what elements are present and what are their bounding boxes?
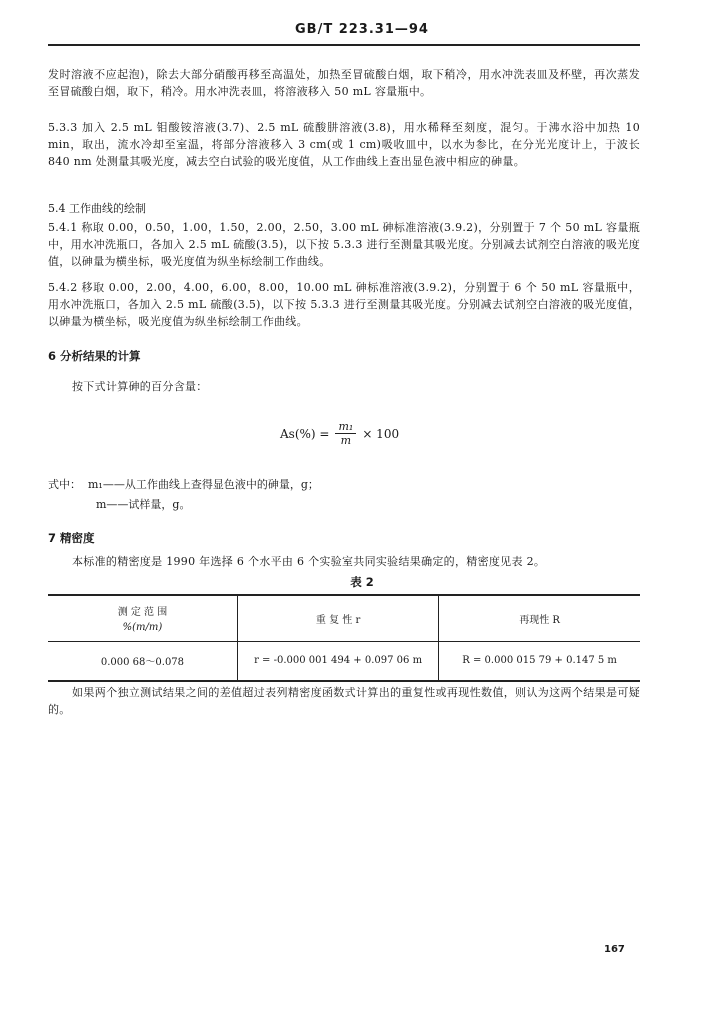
heading-section-6: 6 分析结果的计算 — [48, 349, 141, 363]
formula-lhs: As(%) = — [280, 426, 330, 441]
formula-fraction — [335, 420, 356, 447]
heading-5-4: 5.4 工作曲线的绘制 — [48, 202, 146, 215]
where-m: m——试样量，g。 — [96, 498, 191, 511]
header-rule — [48, 44, 640, 46]
formula-numerator: m₁ — [335, 420, 356, 434]
header-repeatability: 重 复 性 r — [237, 595, 438, 641]
table-header-row — [48, 595, 640, 641]
cell-range: 0.000 68～0.078 — [100, 657, 185, 669]
formula-rhs: × 100 — [362, 426, 400, 441]
standard-code-header: GB/T 223.31—94 — [295, 22, 429, 37]
table-row — [48, 641, 640, 681]
calculation-intro: 按下式计算砷的百分含量： — [72, 380, 208, 393]
heading-section-7: 7 精密度 — [48, 531, 95, 545]
header-range: 测 定 范 围 %(m/m) — [117, 607, 168, 634]
cell-repeatability: r = -0.000 001 494 + 0.097 06 m — [237, 641, 438, 681]
arsenic-formula — [280, 420, 399, 447]
header-reproducibility: 再现性 R — [439, 595, 640, 641]
closing-paragraph: 如果两个独立测试结果之间的差值超过表列精密度函数式计算出的重复性或再现性数值，则认为这两个结果是可疑的。 — [48, 686, 640, 716]
paragraph-5-4-2: 5.4.2 移取 0.00，2.00，4.00，6.00，8.00，10.00 mL 砷标准溶液(3.9.2)，分别置于 6 个 50 mL 容量瓶中，用水冲洗瓶口，各加入 2.5 mL 硫酸(3.5)，以下按 5.3.3 进行至测量其吸光度。分别减去试剂空白溶液的吸光度值，以砷量为横坐标，吸光度值为纵坐标绘制工作曲线。 — [48, 281, 640, 328]
table-caption: 表 2 — [350, 575, 374, 589]
paragraph-5-3-3: 5.3.3 加入 2.5 mL 钼酸铵溶液(3.7)、2.5 mL 硫酸肼溶液(3.8)，用水稀释至刻度，混匀。于沸水浴中加热 10 min，取出，流水冷却至室温，将部分溶液移入 3 cm(或 1 cm)吸收皿中，以水为参比，在分光光度计上，于波长 840 nm 处测量其吸光度，减去空白试验的吸光度值，从工作曲线上查出显色液中相应的砷量。 — [48, 121, 640, 168]
cell-reproducibility: R = 0.000 015 79 + 0.147 5 m — [439, 641, 640, 681]
formula-denominator: m — [340, 434, 352, 447]
paragraph-continued: 发时溶液不应起泡)，除去大部分硝酸再移至高温处，加热至冒硫酸白烟，取下稍冷，用水冲洗表皿及杯壁，再次蒸发至冒硫酸白烟，取下，稍冷。用水冲洗表皿，将溶液移入 50 mL 容量瓶中。 — [48, 68, 640, 98]
page-number: 167 — [604, 944, 625, 955]
where-m1: m₁——从工作曲线上查得显色液中的砷量，g； — [88, 478, 319, 491]
precision-table — [48, 594, 640, 682]
precision-intro: 本标准的精密度是 1990 年选择 6 个水平由 6 个实验室共同实验结果确定的，精密度见表 2。 — [72, 555, 546, 568]
paragraph-5-4-1: 5.4.1 称取 0.00，0.50，1.00，1.50，2.00，2.50，3.00 mL 砷标准溶液(3.9.2)，分别置于 7 个 50 mL 容量瓶中，用水冲洗瓶口，各加入 2.5 mL 硫酸(3.5)，以下按 5.3.3 进行至测量其吸光度。分别减去试剂空白溶液的吸光度值，以砷量为横坐标，吸光度值为纵坐标绘制工作曲线。 — [48, 221, 640, 268]
where-prefix: 式中： — [48, 478, 81, 491]
